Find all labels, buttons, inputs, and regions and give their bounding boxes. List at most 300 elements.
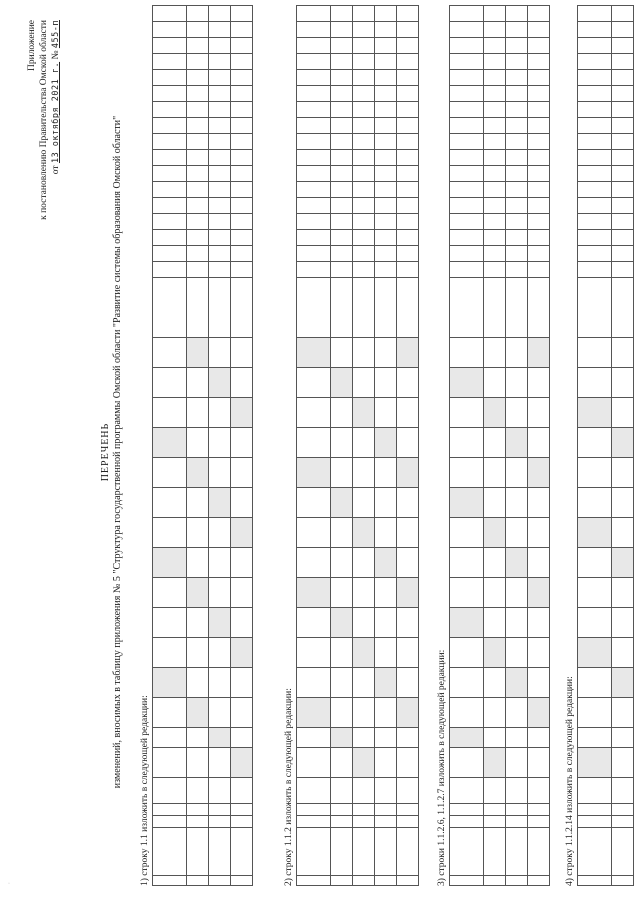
table-cell	[528, 134, 550, 150]
table-cell	[209, 368, 231, 398]
table-cell	[612, 70, 634, 86]
table-cell	[506, 728, 528, 748]
table-cell	[450, 338, 484, 368]
table-cell	[506, 548, 528, 578]
table-cell	[209, 668, 231, 698]
table-cell	[578, 458, 612, 488]
table-cell	[187, 518, 209, 548]
table-cell	[187, 198, 209, 214]
table-cell	[578, 118, 612, 134]
table-cell	[506, 458, 528, 488]
table-cell	[578, 86, 612, 102]
table-cell	[231, 70, 253, 86]
table-cell	[612, 748, 634, 778]
table-cell	[209, 6, 231, 22]
table-cell	[397, 214, 419, 230]
table-cell	[450, 728, 484, 748]
table-cell	[187, 488, 209, 518]
table-cell	[353, 54, 375, 70]
table-cell	[375, 22, 397, 38]
table-cell	[297, 728, 331, 748]
table-cell	[209, 876, 231, 886]
appendix-block	[26, 20, 62, 320]
table-row	[397, 6, 419, 886]
table-cell	[331, 804, 353, 816]
table-cell	[187, 134, 209, 150]
table-cell	[612, 548, 634, 578]
appendix-number: 455-п	[51, 20, 61, 49]
table-cell	[484, 698, 506, 728]
table-cell	[484, 102, 506, 118]
table-cell	[231, 728, 253, 748]
table-cell	[612, 166, 634, 182]
table-cell	[450, 638, 484, 668]
table-cell	[528, 150, 550, 166]
table-cell	[209, 698, 231, 728]
table-cell	[612, 230, 634, 246]
table-cell	[397, 778, 419, 804]
table-cell	[187, 102, 209, 118]
table-cell	[578, 548, 612, 578]
table-cell	[484, 876, 506, 886]
table-cell	[209, 728, 231, 748]
table-cell	[375, 70, 397, 86]
table-cell	[450, 150, 484, 166]
table-cell	[528, 488, 550, 518]
table-cell	[612, 578, 634, 608]
table-cell	[506, 118, 528, 134]
table-cell	[153, 54, 187, 70]
table-cell	[612, 54, 634, 70]
appendix-line1: к постановлению Правительства Омской области	[39, 20, 49, 220]
table-cell	[297, 488, 331, 518]
table-cell	[231, 338, 253, 368]
table-cell	[187, 278, 209, 338]
table-cell	[153, 246, 187, 262]
table-cell	[209, 816, 231, 828]
table-cell	[375, 198, 397, 214]
table-cell	[506, 230, 528, 246]
table-cell	[187, 608, 209, 638]
page-mark: ·	[8, 881, 10, 887]
table-cell	[612, 262, 634, 278]
table-cell	[506, 368, 528, 398]
title-sub: изменений, вносимых в таблицу приложения № 5 "Структура государственной программы Омской области "Развитие системы образования Омской области"	[112, 115, 123, 789]
table-cell	[331, 458, 353, 488]
table-cell	[297, 150, 331, 166]
table-cell	[209, 338, 231, 368]
table-row	[353, 6, 375, 886]
table-cell	[153, 118, 187, 134]
table-cell	[528, 182, 550, 198]
table-cell	[209, 518, 231, 548]
table-cell	[331, 70, 353, 86]
section-2	[284, 5, 419, 886]
table-cell	[484, 22, 506, 38]
table-cell	[209, 458, 231, 488]
table-cell	[528, 262, 550, 278]
table-cell	[331, 608, 353, 638]
table-cell	[209, 804, 231, 816]
table-cell	[187, 246, 209, 262]
table-cell	[297, 368, 331, 398]
table-cell	[484, 458, 506, 488]
table-cell	[375, 428, 397, 458]
table-cell	[187, 230, 209, 246]
table-cell	[297, 198, 331, 214]
table-cell	[506, 134, 528, 150]
table-cell	[209, 608, 231, 638]
table-cell	[153, 398, 187, 428]
table-cell	[375, 134, 397, 150]
table-cell	[612, 458, 634, 488]
table-cell	[506, 778, 528, 804]
table-cell	[578, 150, 612, 166]
table-cell	[209, 70, 231, 86]
appendix-date-line: от 13 октября 2021 г. № 455-п	[51, 20, 61, 175]
table-cell	[484, 828, 506, 876]
table-cell	[506, 668, 528, 698]
table-cell	[353, 118, 375, 134]
table-cell	[209, 548, 231, 578]
table-cell	[153, 38, 187, 54]
table-cell	[506, 262, 528, 278]
table-cell	[331, 6, 353, 22]
table-cell	[209, 278, 231, 338]
table-cell	[612, 638, 634, 668]
table-cell	[353, 262, 375, 278]
table-cell	[353, 778, 375, 804]
table-cell	[375, 166, 397, 182]
table-cell	[397, 816, 419, 828]
table-cell	[375, 230, 397, 246]
table-cell	[331, 102, 353, 118]
table-cell	[231, 150, 253, 166]
table-cell	[209, 38, 231, 54]
table-cell	[297, 166, 331, 182]
table-cell	[153, 548, 187, 578]
table-cell	[528, 816, 550, 828]
table-cell	[528, 458, 550, 488]
table-cell	[506, 246, 528, 262]
table-cell	[506, 278, 528, 338]
table-cell	[209, 398, 231, 428]
table-cell	[187, 876, 209, 886]
table-cell	[231, 778, 253, 804]
table-cell	[450, 86, 484, 102]
table-cell	[297, 608, 331, 638]
table-cell	[528, 278, 550, 338]
table-cell	[331, 246, 353, 262]
table-cell	[231, 214, 253, 230]
table-cell	[353, 338, 375, 368]
table-cell	[297, 22, 331, 38]
table-cell	[187, 214, 209, 230]
table-cell	[578, 698, 612, 728]
table-cell	[375, 368, 397, 398]
table-cell	[506, 428, 528, 458]
table-cell	[450, 428, 484, 458]
table-cell	[297, 748, 331, 778]
table-cell	[450, 182, 484, 198]
table-cell	[209, 828, 231, 876]
table-cell	[231, 166, 253, 182]
table-cell	[331, 134, 353, 150]
table-cell	[353, 428, 375, 458]
table-cell	[506, 54, 528, 70]
table-cell	[484, 428, 506, 458]
table-cell	[331, 38, 353, 54]
table-cell	[209, 118, 231, 134]
table-cell	[353, 150, 375, 166]
table-cell	[297, 278, 331, 338]
table-cell	[450, 246, 484, 262]
table-cell	[353, 548, 375, 578]
table-cell	[209, 578, 231, 608]
section-2-label: 2) строку 1.1.2 изложить в следующей редакции:	[284, 688, 294, 886]
table-cell	[187, 698, 209, 728]
table-cell	[484, 338, 506, 368]
table-cell	[231, 804, 253, 816]
table-cell	[187, 778, 209, 804]
table-cell	[450, 22, 484, 38]
table-cell	[612, 86, 634, 102]
table-cell	[231, 182, 253, 198]
table-cell	[450, 102, 484, 118]
table-cell	[209, 166, 231, 182]
table-cell	[187, 166, 209, 182]
table-cell	[209, 638, 231, 668]
table-cell	[297, 816, 331, 828]
table-cell	[297, 70, 331, 86]
table-cell	[578, 22, 612, 38]
table-cell	[612, 698, 634, 728]
table-cell	[187, 816, 209, 828]
table-cell	[297, 428, 331, 458]
table-cell	[528, 748, 550, 778]
appendix-date: 13 октября 2021 г.	[51, 61, 61, 164]
table-cell	[578, 338, 612, 368]
table-cell	[578, 166, 612, 182]
table-cell	[353, 368, 375, 398]
table-cell	[528, 428, 550, 458]
table-cell	[375, 54, 397, 70]
table-cell	[528, 638, 550, 668]
table-cell	[187, 668, 209, 698]
table-cell	[506, 150, 528, 166]
table-cell	[578, 246, 612, 262]
table-cell	[375, 214, 397, 230]
table-cell	[297, 182, 331, 198]
table-cell	[397, 828, 419, 876]
table-cell	[612, 668, 634, 698]
table-row	[153, 6, 187, 886]
table-row	[528, 6, 550, 886]
table-cell	[353, 458, 375, 488]
table-cell	[450, 608, 484, 638]
table-cell	[353, 608, 375, 638]
table-cell	[375, 548, 397, 578]
table-cell	[187, 86, 209, 102]
section-4	[565, 5, 634, 886]
table-cell	[450, 368, 484, 398]
table-cell	[331, 668, 353, 698]
table-cell	[506, 828, 528, 876]
table-cell	[231, 278, 253, 338]
table-cell	[231, 638, 253, 668]
table-cell	[375, 778, 397, 804]
table-cell	[578, 816, 612, 828]
table-cell	[612, 488, 634, 518]
table-cell	[484, 262, 506, 278]
table-cell	[187, 182, 209, 198]
table-cell	[331, 278, 353, 338]
table-cell	[612, 338, 634, 368]
table-cell	[450, 548, 484, 578]
table-cell	[450, 698, 484, 728]
table-cell	[612, 278, 634, 338]
table-cell	[612, 608, 634, 638]
table-cell	[297, 6, 331, 22]
table-cell	[231, 198, 253, 214]
table-cell	[375, 338, 397, 368]
table-cell	[484, 38, 506, 54]
table-cell	[231, 368, 253, 398]
table-cell	[528, 38, 550, 54]
table-row	[612, 6, 634, 886]
table-cell	[397, 38, 419, 54]
table-cell	[153, 166, 187, 182]
table-cell	[397, 578, 419, 608]
table-cell	[506, 578, 528, 608]
section-1-label: 1) строку 1.1 изложить в следующей редакции:	[140, 695, 150, 886]
table-cell	[331, 368, 353, 398]
table-cell	[397, 134, 419, 150]
table-cell	[153, 102, 187, 118]
table-cell	[578, 804, 612, 816]
table-cell	[578, 578, 612, 608]
table-cell	[153, 198, 187, 214]
table-cell	[450, 38, 484, 54]
table-cell	[397, 22, 419, 38]
table-cell	[331, 398, 353, 428]
table-cell	[450, 230, 484, 246]
table-cell	[506, 38, 528, 54]
table-cell	[231, 102, 253, 118]
table-cell	[397, 182, 419, 198]
table-cell	[578, 608, 612, 638]
table-cell	[297, 38, 331, 54]
table-cell	[375, 38, 397, 54]
table-cell	[153, 458, 187, 488]
table-cell	[578, 748, 612, 778]
table-cell	[578, 278, 612, 338]
table-cell	[153, 816, 187, 828]
table-cell	[484, 398, 506, 428]
section-3	[437, 5, 550, 886]
table-cell	[353, 578, 375, 608]
table-cell	[484, 118, 506, 134]
table-cell	[331, 816, 353, 828]
table-cell	[612, 214, 634, 230]
table-cell	[484, 778, 506, 804]
table-cell	[528, 246, 550, 262]
table-cell	[375, 804, 397, 816]
table-cell	[484, 368, 506, 398]
table-cell	[353, 816, 375, 828]
table-cell	[187, 38, 209, 54]
table-cell	[153, 230, 187, 246]
table-cell	[612, 198, 634, 214]
table-cell	[209, 230, 231, 246]
table-cell	[450, 6, 484, 22]
table-cell	[506, 398, 528, 428]
table-cell	[484, 54, 506, 70]
table-cell	[331, 876, 353, 886]
table-cell	[375, 876, 397, 886]
table-cell	[397, 804, 419, 816]
table-cell	[375, 638, 397, 668]
table-cell	[450, 816, 484, 828]
table-cell	[397, 166, 419, 182]
table-cell	[484, 608, 506, 638]
table-cell	[231, 230, 253, 246]
table-cell	[297, 828, 331, 876]
table-cell	[375, 398, 397, 428]
table-cell	[528, 828, 550, 876]
table-cell	[209, 748, 231, 778]
table-cell	[578, 134, 612, 150]
table-cell	[187, 578, 209, 608]
table-cell	[484, 638, 506, 668]
table-cell	[375, 828, 397, 876]
table-cell	[397, 368, 419, 398]
table-cell	[450, 278, 484, 338]
section-1	[140, 5, 253, 886]
table-cell	[578, 198, 612, 214]
table-cell	[450, 876, 484, 886]
table-cell	[187, 748, 209, 778]
table-cell	[612, 816, 634, 828]
table-cell	[397, 70, 419, 86]
table-cell	[153, 22, 187, 38]
table-cell	[187, 368, 209, 398]
table-cell	[450, 488, 484, 518]
table-cell	[353, 728, 375, 748]
table-cell	[375, 262, 397, 278]
table-cell	[231, 608, 253, 638]
table-cell	[528, 876, 550, 886]
table-cell	[331, 748, 353, 778]
table-cell	[397, 488, 419, 518]
table-row	[331, 6, 353, 886]
table-cell	[506, 198, 528, 214]
table-cell	[484, 134, 506, 150]
table-cell	[153, 728, 187, 748]
table-row	[187, 6, 209, 886]
table-cell	[297, 338, 331, 368]
table-row	[209, 6, 231, 886]
table-cell	[209, 262, 231, 278]
table-cell	[506, 488, 528, 518]
table-cell	[153, 668, 187, 698]
table-cell	[397, 398, 419, 428]
table-cell	[209, 150, 231, 166]
table-cell	[484, 166, 506, 182]
table-cell	[331, 262, 353, 278]
table-cell	[297, 458, 331, 488]
table-cell	[353, 214, 375, 230]
